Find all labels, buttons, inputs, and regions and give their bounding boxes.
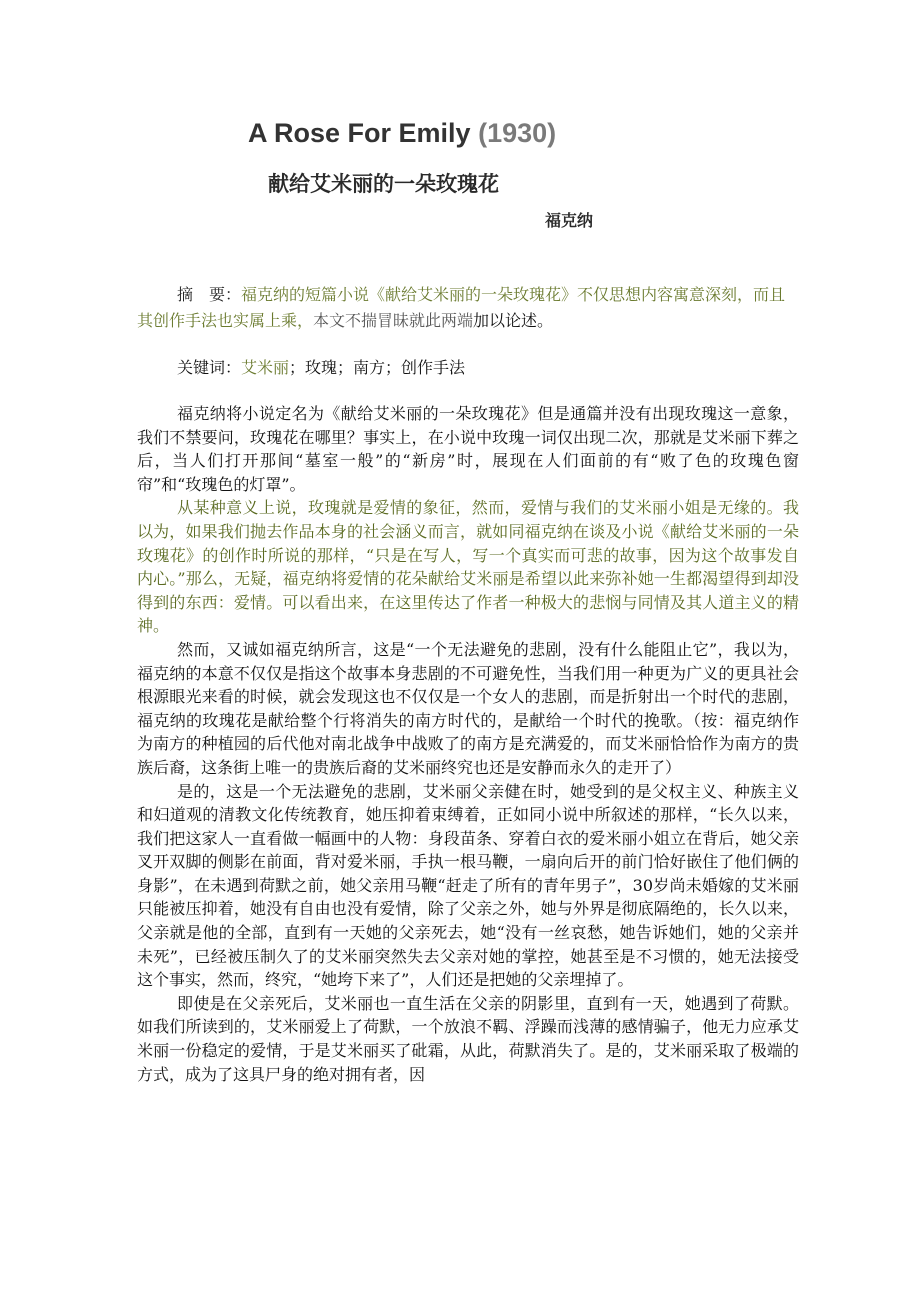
- title-year: (1930): [478, 118, 557, 148]
- paragraph-1: 福克纳将小说定名为《献给艾米丽的一朵玫瑰花》但是通篇并没有出现玫瑰这一意象，我们不禁要问，玫瑰花在哪里？事实上，在小说中玫瑰一词仅出现二次，那就是艾米丽下葬之后，当人们打开那间“墓室一般”的“新房”时，展现在人们面前的有“败了色的玫瑰色窗帘”和“玫瑰色的灯罩”。: [137, 404, 799, 494]
- article-body: [137, 402, 799, 1086]
- title-main: A Rose For Emily: [248, 118, 471, 148]
- paragraph-5: 即使是在父亲死后，艾米丽也一直生活在父亲的阴影里，直到有一天，她遇到了荷默。如我们所读到的，艾米丽爱上了荷默，一个放浪不羁、浮躁而浅薄的感情骗子，他无力应承艾米丽一份稳定的爱情，于是艾米丽买了砒霜，从此，荷默消失了。是的，艾米丽采取了极端的方式，成为了这具尸身的绝对拥有者，因: [137, 993, 799, 1084]
- abstract-text-dim: 本文不揣冒昧就此两端: [313, 311, 474, 330]
- keywords-label: 关键词：: [177, 358, 242, 377]
- paragraph-3: 然而，又诚如福克纳所言，这是“一个无法避免的悲剧，没有什么能阻止它”，我以为，福克纳的本意不仅仅是指这个故事本身悲剧的不可避免性，当我们用一种更为广义的更具社会根源眼光来看的时候，就会发现这也不仅仅是一个女人的悲剧，而是折射出一个时代的悲剧，福克纳的玫瑰花是献给整个行将消失的南方时代的，是献给一个时代的挽歌。（按：福克纳作为南方的种植园的后代他对南北战争中战败了的南方是充满爱的，而艾米丽恰恰作为南方的贵族后裔，这条街上唯一的贵族后裔的艾米丽终究也还是安静而永久的走开了）: [137, 639, 799, 777]
- abstract-text: 福克纳的短篇小说《献给艾米丽的一朵玫瑰花》不仅思想内容寓意深刻，而且其创作手法也实属上乘，: [137, 285, 786, 330]
- keyword-emily: 艾米丽: [241, 358, 290, 377]
- abstract-label: 摘 要：: [177, 285, 242, 304]
- abstract: [137, 282, 797, 334]
- abstract-text-end: 加以论述。: [473, 311, 554, 330]
- paragraph-4: 是的，这是一个无法避免的悲剧，艾米丽父亲健在时，她受到的是父权主义、种族主义和妇道观的清教文化传统教育，她压抑着束缚着，正如同小说中所叙述的那样，“长久以来，我们把这家人一直看做一幅画中的人物：身段苗条、穿着白衣的爱米丽小姐立在背后，她父亲叉开双脚的侧影在前面，背对爱米丽，手执一根马鞭，一扇向后开的前门恰好嵌住了他们俩的身影”，在未遇到荷默之前，她父亲用马鞭“赶走了所有的青年男子”，30岁尚未婚嫁的艾米丽只能被压抑着，她没有自由也没有爱情，除了父亲之外，她与外界是彻底隔绝的，长久以来，父亲就是他的全部，直到有一天她的父亲死去，她“没有一丝哀愁，她告诉她们，她的父亲并未死”，已经被压制久了的艾米丽突然失去父亲对她的掌控，她甚至是不习惯的，她无法接受这个事实，然而，终究，“她垮下来了”，人们还是把她的父亲埋掉了。: [137, 781, 799, 990]
- paragraph-2: 从某种意义上说，玫瑰就是爱情的象征，然而，爱情与我们的艾米丽小姐是无缘的。我以为，如果我们抛去作品本身的社会涵义而言，就如同福克纳在谈及小说《献给艾米丽的一朵玫瑰花》的创作时所说的那样，“只是在写人，写一个真实而可悲的故事，因为这个故事发自内心。”那么，无疑，福克纳将爱情的花朵献给艾米丽是希望以此来弥补她一生都渴望得到却没得到的东西：爱情。可以看出来，在这里传达了作者一种极大的悲悯与同情及其人道主义的精神。: [137, 498, 799, 636]
- keywords: [177, 355, 465, 381]
- document-title: [248, 118, 556, 149]
- author-name: 福克纳: [545, 211, 594, 230]
- keywords-rest: ；玫瑰；南方；创作手法: [289, 358, 466, 377]
- chinese-subtitle: 献给艾米丽的一朵玫瑰花: [268, 171, 499, 196]
